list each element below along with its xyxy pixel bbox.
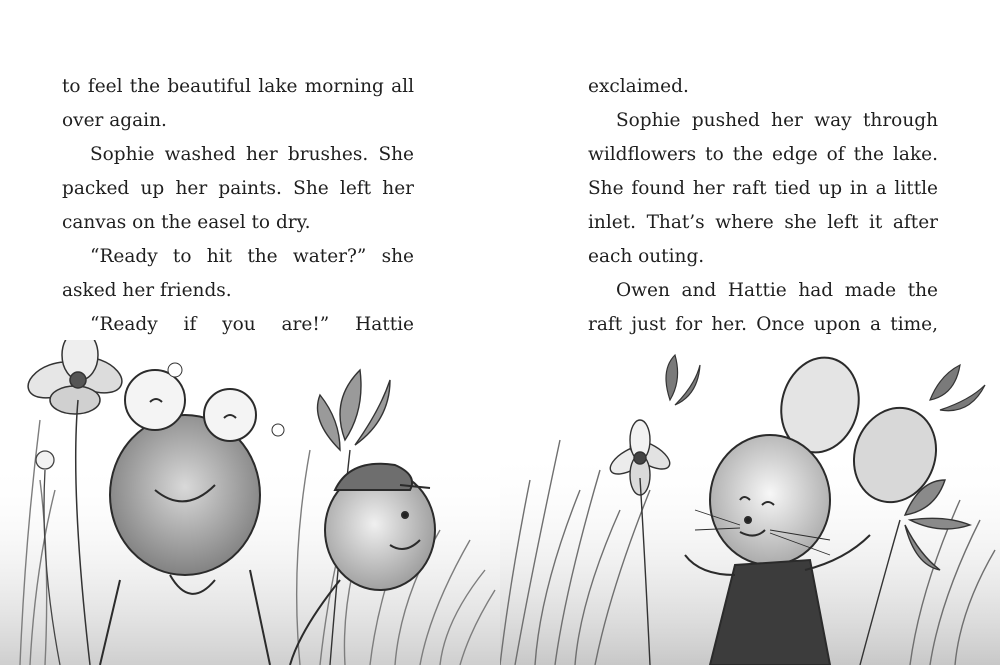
text-line: Owen and Hattie had made the	[616, 280, 938, 301]
frog-and-bird-illustration-icon	[0, 340, 500, 665]
text-line: over again.	[62, 110, 167, 131]
mouse-in-wildflowers-illustration	[500, 340, 1000, 665]
right-page	[500, 0, 1000, 665]
mouse-illustration-icon	[500, 340, 1000, 665]
text-line: inlet. That’s where she left it after	[588, 212, 938, 233]
text-line: wildflowers to the edge of the lake.	[588, 144, 938, 165]
right-page-text	[588, 70, 938, 342]
left-page-text	[62, 70, 414, 342]
text-line: She found her raft tied up in a little	[588, 178, 938, 199]
text-line: exclaimed.	[588, 76, 689, 97]
text-line: canvas on the easel to dry.	[62, 212, 311, 233]
text-line: raft just for her. Once upon a time,	[588, 314, 938, 335]
text-line: packed up her paints. She left her	[62, 178, 414, 199]
frog-and-bird-in-grass-illustration	[0, 340, 500, 665]
text-line: “Ready to hit the water?” she	[90, 246, 414, 267]
text-line: to feel the beautiful lake morning all	[62, 76, 414, 97]
text-line: Sophie washed her brushes. She	[90, 144, 414, 165]
text-line: each outing.	[588, 246, 705, 267]
text-line: Sophie pushed her way through	[616, 110, 938, 131]
text-line: “Ready if you are!” Hattie	[90, 314, 414, 335]
text-line: asked her friends.	[62, 280, 232, 301]
